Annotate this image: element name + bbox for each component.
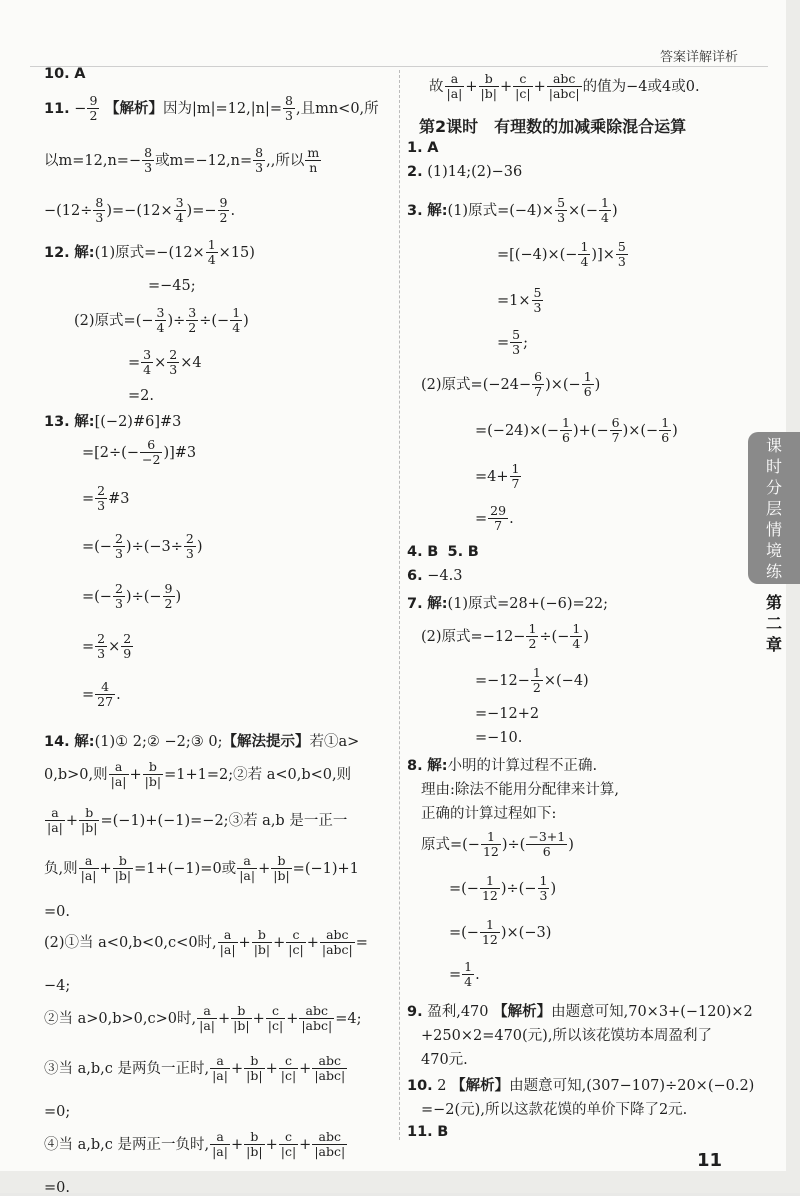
numerator: a [210,1054,230,1069]
numerator: 5 [617,239,626,254]
denominator: 2 [528,636,537,652]
r-q3-line2: =[(−4)×(− $\frac{1}{4}$ )]× $\frac{5}{3}$ [497,239,626,270]
fraction [79,806,99,836]
numerator: a [237,854,257,869]
q11-line2: 以m=12,n=− $\frac{8}{3}$ 或m=−12,n= $\frac{8}{3}$ ,,所以 $\frac{m}{n}$ [44,145,320,176]
q13-line1: 13. 解:[(−2)#6]#3 [44,414,182,430]
denominator: n [309,160,318,176]
r-q3-line3: =1× $\frac{5}{3}$ [497,285,542,316]
q11-line3: −(12÷ $\frac{8}{3}$ )=−(12× $\frac{3}{4}$ )=− $\frac{9}{2}$ . [44,195,236,226]
denominator: 4 [175,210,184,226]
q14-line3: $\frac{a}{|a|}$ + $\frac{b}{|b|}$ =(−1)+(−1)=−2;③若 a,b 是一正一 [47,805,348,836]
numerator: c [286,928,305,943]
fraction [481,830,501,860]
fraction [312,1130,347,1160]
r-q10-line1: 10. 2 【解析】由题意可知,(307−107)÷20×(−0.2) [407,1078,755,1094]
denominator: |a| [110,774,127,790]
page-number: 11 [696,1150,722,1171]
r-q11: 11. B [407,1124,449,1140]
r-q8-line7: = $\frac{1}{4}$ . [449,959,480,990]
denominator: 3 [285,108,293,124]
fraction [532,370,544,400]
fraction [299,1004,334,1034]
fraction [312,1054,347,1084]
r-q3-line6: =(−24)×(− $\frac{1}{6}$ )+(− $\frac{6}{7}$ )×(− $\frac{1}{6}$ ) [475,415,678,446]
fraction [95,632,107,662]
denominator: 2 [532,680,541,696]
numerator: 8 [144,145,153,160]
denominator: 3 [114,546,123,562]
fraction [547,72,582,102]
numerator: 1 [464,959,473,974]
q13-line5: =(− $\frac{2}{3}$ )÷(− $\frac{9}{2}$ ) [82,581,182,612]
numerator: 3 [156,305,165,320]
denominator: |b| [480,86,497,102]
numerator: 1 [580,239,589,254]
fraction [526,622,538,652]
denominator: 3 [144,160,153,176]
numerator: 8 [95,195,104,210]
denominator: |b| [144,774,162,790]
header-rule [30,66,768,67]
q12-line4: = $\frac{3}{4}$ × $\frac{2}{3}$ ×4 [128,347,202,378]
numerator: 1 [572,621,581,636]
fraction [155,306,167,336]
denominator: |b| [246,1144,263,1160]
denominator: 12 [482,844,499,860]
denominator: 2 [89,108,98,124]
numerator: a [109,760,129,775]
lesson-title: 第2课时 有理数的加减乘除混合运算 [419,117,687,136]
denominator: 3 [617,254,626,270]
denominator: |a| [47,820,63,836]
numerator: a [210,1130,230,1145]
denominator: 6 [562,430,570,446]
numerator: 9 [219,195,228,210]
r-q3-line4: = $\frac{5}{3}$ ; [497,327,528,358]
numerator: b [252,928,272,943]
fraction [218,928,238,958]
r-q10-line2: =−2(元),所以这款花馍的单价下降了2元. [421,1102,688,1118]
r-q7-line5: =−10. [475,730,523,746]
r-q7-line4: =−12+2 [475,706,540,722]
fraction [445,72,465,102]
numerator: 2 [185,531,194,546]
fraction [462,960,474,990]
q14-line9: ③当 a,b,c 是两负一正时, $\frac{a}{|a|}$ + $\frac{b}{|b|}$ + $\frac{c}{|c|}$ + $\frac{\text{abc}}{\text{|abc|}}$ [44,1053,346,1084]
q14-line4: 负,则 $\frac{a}{|a|}$ + $\frac{b}{|b|}$ =1+(−1)=0或 $\frac{a}{|a|}$ + $\frac{b}{|b|}$ =(−1)+1 [44,853,359,884]
fraction [578,240,590,270]
denominator: |abc| [321,942,353,958]
denominator: 4 [207,252,216,268]
fraction [599,196,611,226]
numerator: 3 [175,195,184,210]
r-q8-line5: =(− $\frac{1}{12}$ )÷(− $\frac{1}{3}$ ) [449,873,557,904]
fraction [210,1054,230,1084]
denominator: 4 [232,320,241,336]
fraction [244,1054,264,1084]
q14-line10: =0; [44,1104,71,1120]
numerator: 8 [285,93,293,108]
denominator: 4 [580,254,589,270]
numerator: 5 [557,195,566,210]
numerator: 3 [143,347,152,362]
fraction [45,806,65,836]
denominator: 3 [255,160,264,176]
denominator: |b| [81,820,98,836]
denominator: |a| [80,868,97,884]
fraction [95,680,115,710]
page-edge-bottom [0,1171,800,1193]
chapter-tab: 第二章 [765,592,782,654]
numerator: 1 [528,621,537,636]
denominator: 7 [611,430,620,446]
fraction [237,854,257,884]
denominator: 4 [156,320,165,336]
r-q7-line2: (2)原式=−12− $\frac{1}{2}$ ÷(− $\frac{1}{4}$ ) [421,621,589,652]
fraction [206,238,218,268]
denominator: |c| [515,86,531,102]
fraction [570,622,582,652]
denominator: 3 [97,498,106,514]
fraction [93,196,105,226]
column-divider [399,70,400,1140]
numerator: abc [312,1054,347,1069]
numerator: a [445,72,465,87]
denominator: 7 [494,518,503,534]
fraction [279,1130,298,1160]
q13-line3: = $\frac{2}{3}$ #3 [82,483,130,514]
denominator: |a| [199,1018,215,1034]
r-q3-line5: (2)原式=(−24− $\frac{6}{7}$ )×(− $\frac{1}{6}$ ) [421,369,601,400]
fraction [479,72,499,102]
numerator: 2 [114,531,123,546]
page-header: 答案详解详析 [659,50,738,65]
denominator: |a| [212,1068,228,1084]
denominator: |a| [446,86,463,102]
denominator: 12 [481,888,498,904]
q11-line1: 11. − $\frac{9}{2}$ 【解析】因为|m|=12,|n|= $\frac{8}{3}$ ,且mn<0,所 [44,93,379,124]
numerator: a [218,928,238,943]
denominator: 2 [219,210,228,226]
r-q3-line8: = $\frac{29}{7}$ . [475,503,514,534]
numerator: 1 [600,195,609,210]
numerator: 1 [207,237,216,252]
denominator: |abc| [548,86,580,102]
denominator: |b| [253,942,271,958]
numerator: 3 [188,305,197,320]
fraction [184,532,196,562]
fraction [95,484,107,514]
r-q7-line3: =−12− $\frac{1}{2}$ ×(−4) [475,665,589,696]
denominator: 9 [123,646,132,662]
denominator: |c| [267,1018,284,1034]
denominator: 3 [169,362,178,378]
denominator: |a| [239,868,256,884]
q14-line11: ④当 a,b,c 是两正一负时, $\frac{a}{|a|}$ + $\frac{b}{|b|}$ + $\frac{c}{|c|}$ + $\frac{\text{abc}}{\text{|abc|}}$ [44,1129,346,1160]
numerator: a [79,854,99,869]
denominator: |b| [273,868,290,884]
r-q3-line1: 3. 解:(1)原式=(−4)× $\frac{5}{3}$ ×(− $\frac{1}{4}$ ) [407,195,618,226]
denominator: |abc| [314,1068,346,1084]
numerator: 1 [562,415,570,430]
fraction [231,1004,251,1034]
fraction [266,1004,285,1034]
denominator: 3 [114,596,123,612]
numerator: b [231,1004,251,1019]
r-q1: 1. A [407,140,439,156]
fraction [526,830,567,860]
numerator: b [244,1054,264,1069]
q13-line2: =[2÷(− $\frac{6}{-2}$ )]#3 [82,437,197,468]
denominator: |c| [288,942,304,958]
numerator: c [279,1130,298,1145]
fraction [283,94,295,124]
denominator: 2 [188,320,197,336]
fraction [271,854,291,884]
numerator: 1 [661,415,670,430]
r-q4-q5: 4. B 5. B [407,544,479,560]
q14-line6: (2)①当 a<0,b<0,c<0时, $\frac{a}{|a|}$ + $\frac{b}{|b|}$ + $\frac{c}{|c|}$ + $\frac{\text{abc}}{\text{|abc|}}$ = [44,927,368,958]
numerator: 1 [480,918,500,933]
denominator: |abc| [314,1144,346,1160]
numerator: 29 [490,503,507,518]
fraction [113,532,125,562]
q13-line4: =(− $\frac{2}{3}$ )÷(−3÷ $\frac{2}{3}$ ) [82,531,203,562]
denominator: 4 [143,362,152,378]
numerator: 1 [539,873,548,888]
r-q3-line7: =4+ $\frac{1}{7}$ [475,461,520,492]
numerator: 9 [89,93,98,108]
q14-line2: 0,b>0,则 $\frac{a}{|a|}$ + $\frac{b}{|b|}$ =1+1=2;②若 a<0,b<0,则 [44,759,352,790]
fraction [113,854,133,884]
denominator: |b| [233,1018,250,1034]
q12-line5: =2. [128,388,154,404]
fraction [610,416,622,446]
numerator: 1 [481,830,501,845]
denominator: 3 [512,342,521,358]
q14-line7: −4; [44,978,71,994]
denominator: 7 [511,476,520,492]
denominator: 2 [164,596,173,612]
denominator: |c| [280,1068,297,1084]
r-q9-line2: +250×2=470(元),所以该花馍坊本周盈利了 [421,1028,712,1044]
fraction [230,306,242,336]
numerator: 1 [583,369,592,384]
denominator: 27 [97,694,114,710]
numerator: 1 [532,665,541,680]
fraction [659,416,671,446]
fraction [538,874,550,904]
denominator: 7 [534,384,543,400]
fraction [186,306,198,336]
q13-line7: = $\frac{4}{27}$ . [82,679,121,710]
denominator: 3 [539,888,548,904]
denominator: |a| [219,942,236,958]
fraction [142,146,154,176]
q14-line1: 14. 解:(1)① 2;② −2;③ 0;【解法提示】若①a> [44,734,360,750]
denominator: 12 [481,932,498,948]
fraction [167,348,179,378]
fraction [253,146,265,176]
r-q9-line3: 470元. [421,1052,468,1068]
fraction [79,854,99,884]
numerator: 2 [97,631,106,646]
numerator: abc [312,1130,347,1145]
denominator: |abc| [301,1018,333,1034]
fraction [210,1130,230,1160]
denominator: 4 [600,210,609,226]
r-q8-line2: 理由:除法不能用分配律来计算, [421,782,619,798]
numerator: −3+1 [528,829,566,844]
numerator: b [271,854,291,869]
numerator: 4 [95,680,115,695]
numerator: a [197,1004,217,1019]
numerator: 6 [140,438,162,453]
fraction [488,504,508,534]
fraction [305,146,321,176]
numerator: m [307,145,320,160]
denominator: 6 [542,844,551,860]
fraction [121,632,133,662]
fraction [555,196,567,226]
r-q6: 6. −4.3 [407,568,463,584]
numerator: 1 [232,305,241,320]
numerator: c [266,1004,285,1019]
q14-line12: =0. [44,1180,70,1196]
denominator: |a| [212,1144,228,1160]
fraction [143,760,163,790]
fraction [513,72,532,102]
numerator: b [143,760,163,775]
q12-line3: (2)原式=(− $\frac{3}{4}$ )÷ $\frac{3}{2}$ ÷(− $\frac{1}{4}$ ) [74,305,249,336]
r-q8-line1: 8. 解:小明的计算过程不正确. [407,758,598,774]
fraction [532,286,544,316]
fraction [510,462,522,492]
numerator: 8 [255,145,264,160]
numerator: 5 [533,285,542,300]
r-q8-line4: 原式=(− $\frac{1}{12}$ )÷( $\frac{-3+1}{6}$ ) [421,829,574,860]
numerator: 1 [511,461,520,476]
numerator: b [113,854,133,869]
r-q8-line3: 正确的计算过程如下: [421,806,557,822]
numerator: abc [547,72,582,87]
r-q7-line1: 7. 解:(1)原式=28+(−6)=22; [407,596,608,612]
fraction [480,918,500,948]
fraction [174,196,186,226]
q10: 10. A [44,66,86,82]
fraction [244,1130,264,1160]
fraction [113,582,125,612]
q14-line8: ②当 a>0,b>0,c>0时, $\frac{a}{|a|}$ + $\frac{b}{|b|}$ + $\frac{c}{|c|}$ + $\frac{\text{abc}}{\text{|abc|}}$ =4; [44,1003,362,1034]
numerator: b [79,806,99,821]
fraction [279,1054,298,1084]
denominator: −2 [142,452,161,468]
numerator: 2 [114,581,123,596]
fraction [560,416,572,446]
numerator: 2 [169,347,178,362]
fraction [510,328,522,358]
numerator: 9 [164,581,173,596]
numerator: b [479,72,499,87]
numerator: 6 [611,415,620,430]
numerator: c [279,1054,298,1069]
denominator: |b| [246,1068,263,1084]
fraction [140,438,162,468]
denominator: 6 [661,430,670,446]
numerator: 2 [123,631,132,646]
fraction [582,370,594,400]
numerator: 1 [480,874,500,889]
fraction [252,928,272,958]
fraction [109,760,129,790]
denominator: 3 [95,210,104,226]
q12-line1: 12. 解:(1)原式=−(12× $\frac{1}{4}$ ×15) [44,237,255,268]
numerator: b [244,1130,264,1145]
denominator: 3 [97,646,106,662]
q14-line5: =0. [44,904,70,920]
fraction [87,94,99,124]
fraction [286,928,305,958]
r-q9-line1: 9. 盈利,470 【解析】由题意可知,70×3+(−120)×2 [407,1004,753,1020]
carryover-line: 故 $\frac{a}{|a|}$ + $\frac{b}{|b|}$ + $\frac{c}{|c|}$ + $\frac{\text{abc}}{\text{|abc|}}$ 的值为−4或4或0. [429,71,700,102]
r-q8-line6: =(− $\frac{1}{12}$ )×(−3) [449,917,552,948]
numerator: abc [320,928,355,943]
numerator: 5 [512,327,521,342]
q12-line2: =−45; [148,278,196,294]
denominator: 3 [185,546,194,562]
fraction [531,666,543,696]
numerator: a [45,806,65,821]
fraction [480,874,500,904]
denominator: 3 [533,300,542,316]
numerator: 6 [534,369,543,384]
fraction [320,928,355,958]
fraction [141,348,153,378]
fraction [616,240,628,270]
denominator: |c| [280,1144,297,1160]
q13-line6: = $\frac{2}{3}$ × $\frac{2}{9}$ [82,631,132,662]
fraction [197,1004,217,1034]
fraction [163,582,175,612]
numerator: abc [299,1004,334,1019]
r-q2: 2. (1)14;(2)−36 [407,164,523,180]
numerator: 2 [97,483,106,498]
section-tab: 课时分层情境练 [748,432,800,584]
fraction [218,196,230,226]
denominator: 4 [464,974,473,990]
denominator: |b| [114,868,132,884]
denominator: 6 [583,384,592,400]
denominator: 4 [572,636,581,652]
denominator: 3 [557,210,566,226]
numerator: c [513,72,532,87]
